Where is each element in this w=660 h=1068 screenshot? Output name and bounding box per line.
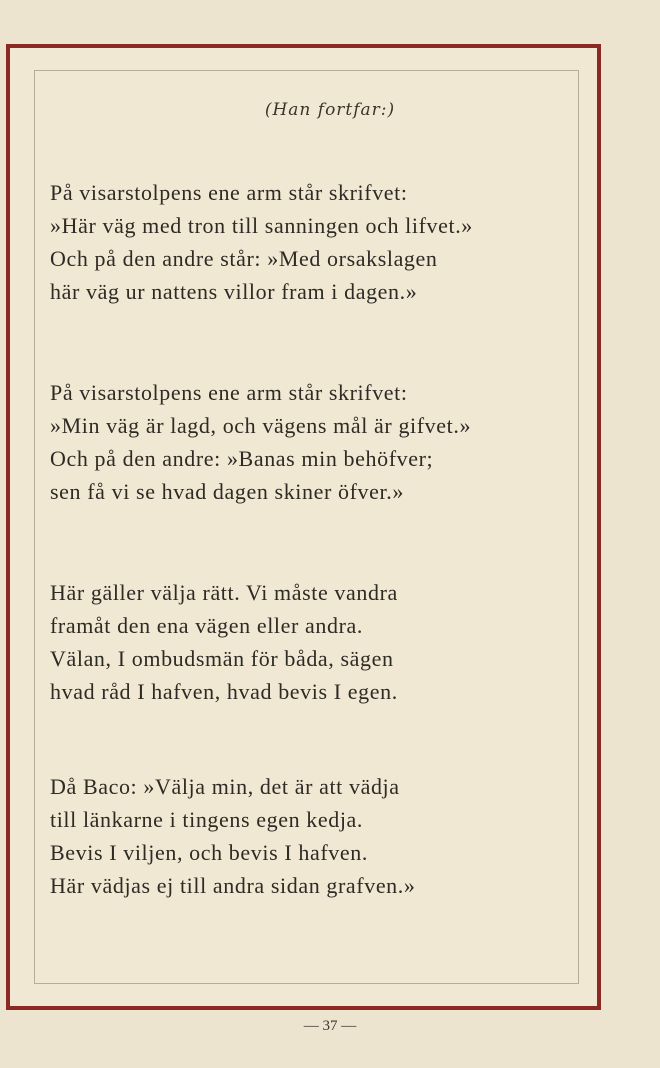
stanza-2	[50, 376, 471, 508]
verse-line: till länkarne i tingens egen kedja.	[50, 807, 364, 832]
verse-line: hvad råd I hafven, hvad bevis I egen.	[50, 679, 398, 704]
verse-line: Och på den andre står: »Med orsakslagen	[50, 246, 438, 271]
stanza-1	[50, 176, 473, 308]
verse-line: framåt den ena vägen eller andra.	[50, 613, 363, 638]
stanza-4	[50, 770, 415, 902]
verse-line: På visarstolpens ene arm står skrifvet:	[50, 380, 408, 405]
stanza-3	[50, 576, 398, 708]
verse-line: sen få vi se hvad dagen skiner öfver.»	[50, 479, 404, 504]
page-number: — 37 —	[303, 1018, 357, 1034]
verse-line: Välan, I ombudsmän för båda, sägen	[50, 646, 394, 671]
verse-line: På visarstolpens ene arm står skrifvet:	[50, 180, 408, 205]
verse-line: »Här väg med tron till sanningen och lifvet.»	[50, 213, 473, 238]
verse-line: Då Baco: »Välja min, det är att vädja	[50, 774, 400, 799]
verse-line: »Min väg är lagd, och vägens mål är gifvet.»	[50, 413, 472, 438]
verse-line: Bevis I viljen, och bevis I hafven.	[50, 840, 368, 865]
verse-line: Här vädjas ej till andra sidan grafven.»	[50, 873, 416, 898]
speaker-heading: (Han fortfar:)	[264, 100, 396, 120]
verse-line: Här gäller välja rätt. Vi måste vandra	[50, 580, 398, 605]
verse-line: här väg ur nattens villor fram i dagen.»	[50, 279, 418, 304]
verse-line: Och på den andre: »Banas min behöfver;	[50, 446, 434, 471]
